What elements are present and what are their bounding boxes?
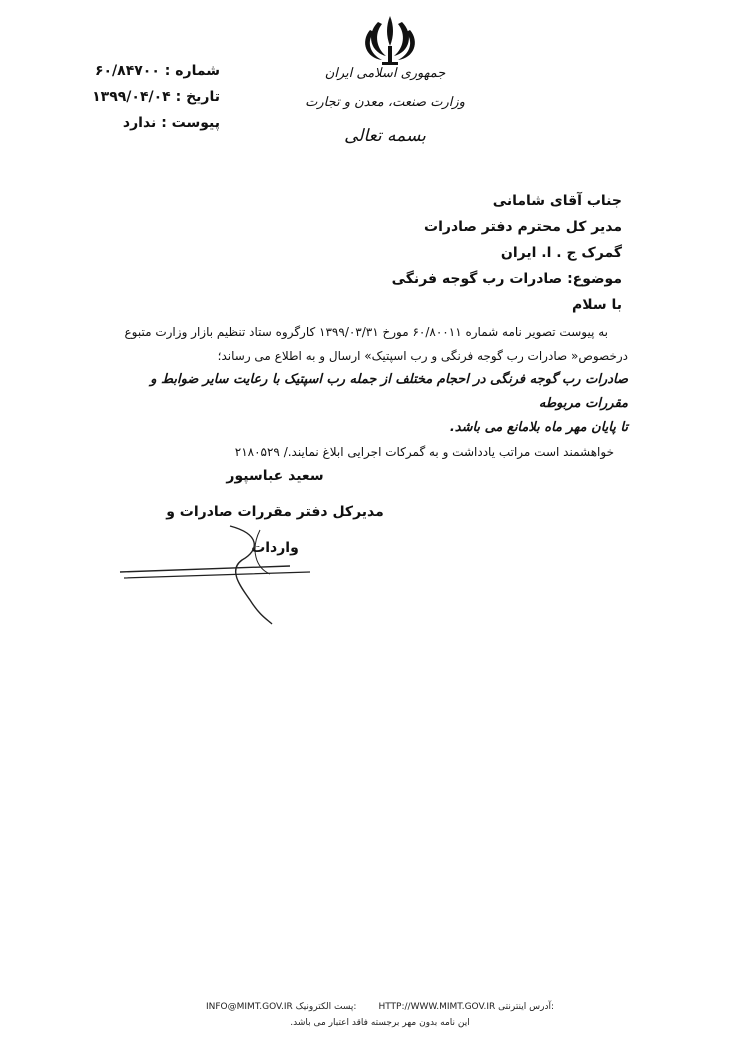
- letter-body: [108, 320, 628, 464]
- body-closing: خواهشمند است مراتب یادداشت و به گمرکات اجرایی ابلاغ نمایند./ ۲۱۸۰۵۲۹: [234, 445, 614, 459]
- subject-line: موضوع: صادرات رب گوجه فرنگی: [391, 271, 622, 287]
- date-label: تاریخ :: [175, 89, 220, 105]
- iran-emblem-icon: [356, 12, 424, 68]
- letterhead: [300, 66, 470, 146]
- recipient-title: مدیر کل محترم دفتر صادرات: [424, 219, 622, 235]
- letter-footer: [180, 1002, 580, 1028]
- date-row: [60, 84, 220, 110]
- body-bold-line-2: تا پایان مهر ماه بلامانع می باشد.: [449, 420, 628, 435]
- number-value: ۶۰/۸۴۷۰۰: [94, 63, 160, 79]
- number-row: [60, 58, 220, 84]
- body-line-2: درخصوص« صادرات رب گوجه فرنگی و رب اسپتیک» ارسال و به اطلاع می رساند؛: [217, 349, 628, 363]
- footer-note: این نامه بدون مهر برجسته فاقد اعتبار می باشد.: [290, 1018, 470, 1028]
- website-value: HTTP://WWW.MIMT.GOV.IR: [378, 1002, 496, 1012]
- attachment-label: پیوست :: [161, 115, 220, 131]
- attachment-value: ندارد: [122, 115, 157, 131]
- signatory-title: مدیرکل دفتر مقررات صادرات و واردات: [166, 504, 384, 556]
- country-name: جمهوری اسلامی ایران: [324, 66, 446, 81]
- ministry-name: وزارت صنعت، معدن و تجارت: [305, 95, 465, 110]
- recipient-block: [392, 188, 622, 318]
- recipient-org: گمرک ج . ا. ایران: [500, 245, 622, 261]
- letter-meta: [60, 58, 220, 136]
- email-label: پست الکترونیک:: [295, 1002, 357, 1012]
- body-line-1: به پیوست تصویر نامه شماره ۶۰/۸۰۰۱۱ مورخ ۱۳۹۹/۰۳/۳۱ کارگروه ستاد تنظیم بازار وزارت متبوع: [124, 325, 608, 339]
- footer-contacts: [180, 1002, 580, 1012]
- invocation: بسمه تعالی: [344, 126, 426, 146]
- recipient-name: جناب آقای شامانی: [492, 193, 622, 209]
- handwritten-signature: [110, 520, 330, 630]
- number-label: شماره :: [164, 63, 220, 79]
- email-value: INFO@MIMT.GOV.IR: [205, 1002, 293, 1012]
- footer-email: [206, 1002, 356, 1012]
- website-label: آدرس اینترنتی:: [498, 1002, 554, 1012]
- greeting: با سلام: [571, 297, 622, 313]
- attachment-row: [60, 110, 220, 136]
- footer-website: [378, 1002, 554, 1012]
- body-bold-line-1: صادرات رب گوجه فرنگی در احجام مختلف از جمله رب اسپتیک با رعایت سایر ضوابط و مقررات مربوطه: [150, 372, 628, 411]
- date-value: ۱۳۹۹/۰۴/۰۴: [92, 89, 171, 105]
- signatory-name: سعید عباسپور: [226, 468, 324, 484]
